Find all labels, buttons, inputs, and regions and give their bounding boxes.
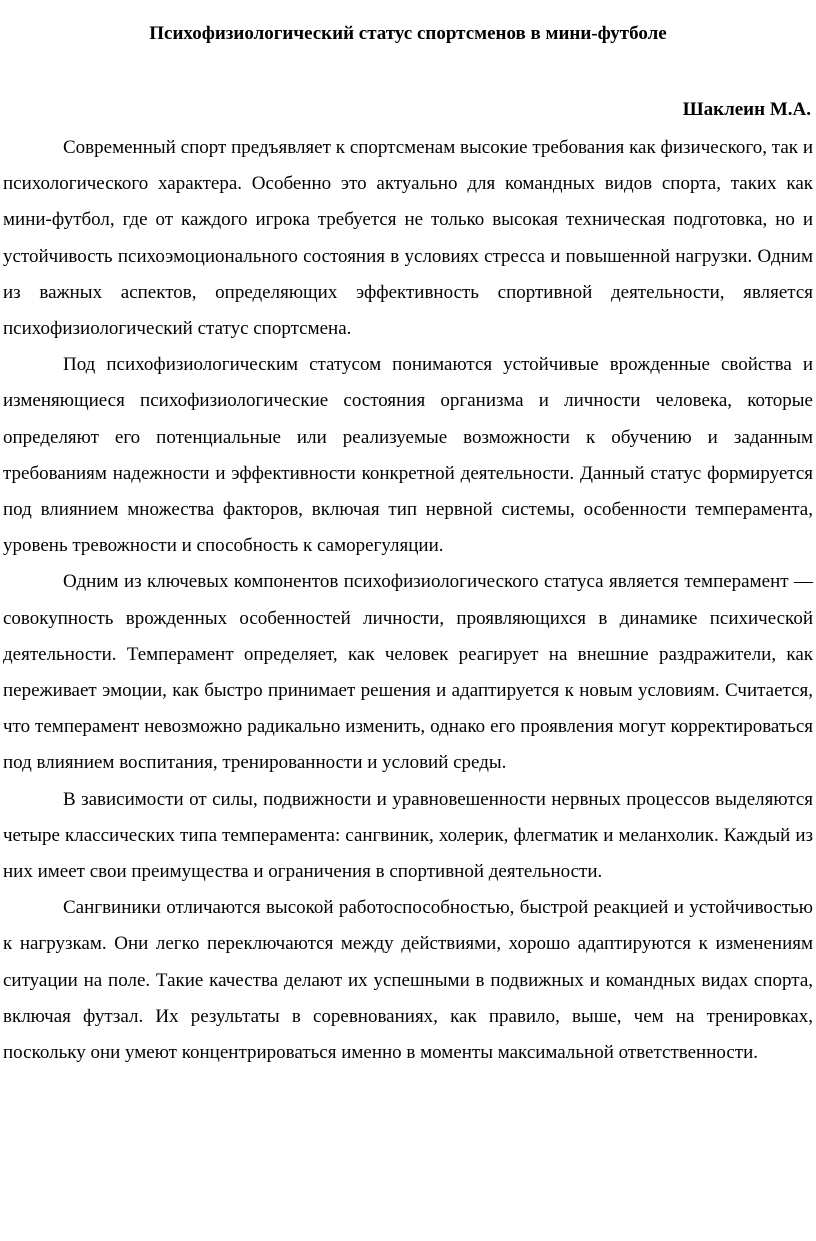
paragraph-2: Под психофизиологическим статусом понимаются устойчивые врожденные свойства и изменяющиеся психофизиологические состояния организма и личности человека, которые определяют его потенциальные или реализуемые возможности к обучению и заданным требованиям надежности и эффективности конкретной деятельности. Данный статус формируется под влиянием множества факторов, включая тип нервной системы, особенности темперамента, уровень тревожности и способность к саморегуляции.	[3, 354, 813, 557]
paragraph-5: Сангвиники отличаются высокой работоспособностью, быстрой реакцией и устойчивостью к нагрузкам. Они легко переключаются между действиями, хорошо адаптируются к изменениям ситуации на поле. Такие качества делают их успешными в подвижных и командных видах спорта, включая футзал. Их результаты в соревнованиях, как правило, выше, чем на тренировках, поскольку они умеют концентрироваться именно в моменты максимальной ответственности.	[3, 897, 813, 1064]
document-author: Шаклеин М.А.	[682, 99, 811, 120]
document-body	[3, 130, 813, 1071]
paragraph-4: В зависимости от силы, подвижности и уравновешенности нервных процессов выделяются четыре классических типа темперамента: сангвиник, холерик, флегматик и меланхолик. Каждый из них имеет свои преимущества и ограничения в спортивной деятельности.	[3, 788, 813, 883]
paragraph-1: Современный спорт предъявляет к спортсменам высокие требования как физического, так и психологического характера. Особенно это актуально для командных видов спорта, таких как мини-футбол, где от каждого игрока требуется не только высокая техническая подготовка, но и устойчивость психоэмоционального состояния в условиях стресса и повышенной нагрузки. Одним из важных аспектов, определяющих эффективность спортивной деятельности, является психофизиологический статус спортсмена.	[3, 137, 813, 340]
document-title: Психофизиологический статус спортсменов в мини-футболе	[149, 23, 667, 44]
paragraph-3: Одним из ключевых компонентов психофизиологического статуса является темперамент — совокупность врожденных особенностей личности, проявляющихся в динамике психической деятельности. Темперамент определяет, как человек реагирует на внешние раздражители, как переживает эмоции, как быстро принимает решения и адаптируется к новым условиям. Считается, что темперамент невозможно радикально изменить, однако его проявления могут корректироваться под влиянием воспитания, тренированности и условий среды.	[3, 571, 813, 774]
